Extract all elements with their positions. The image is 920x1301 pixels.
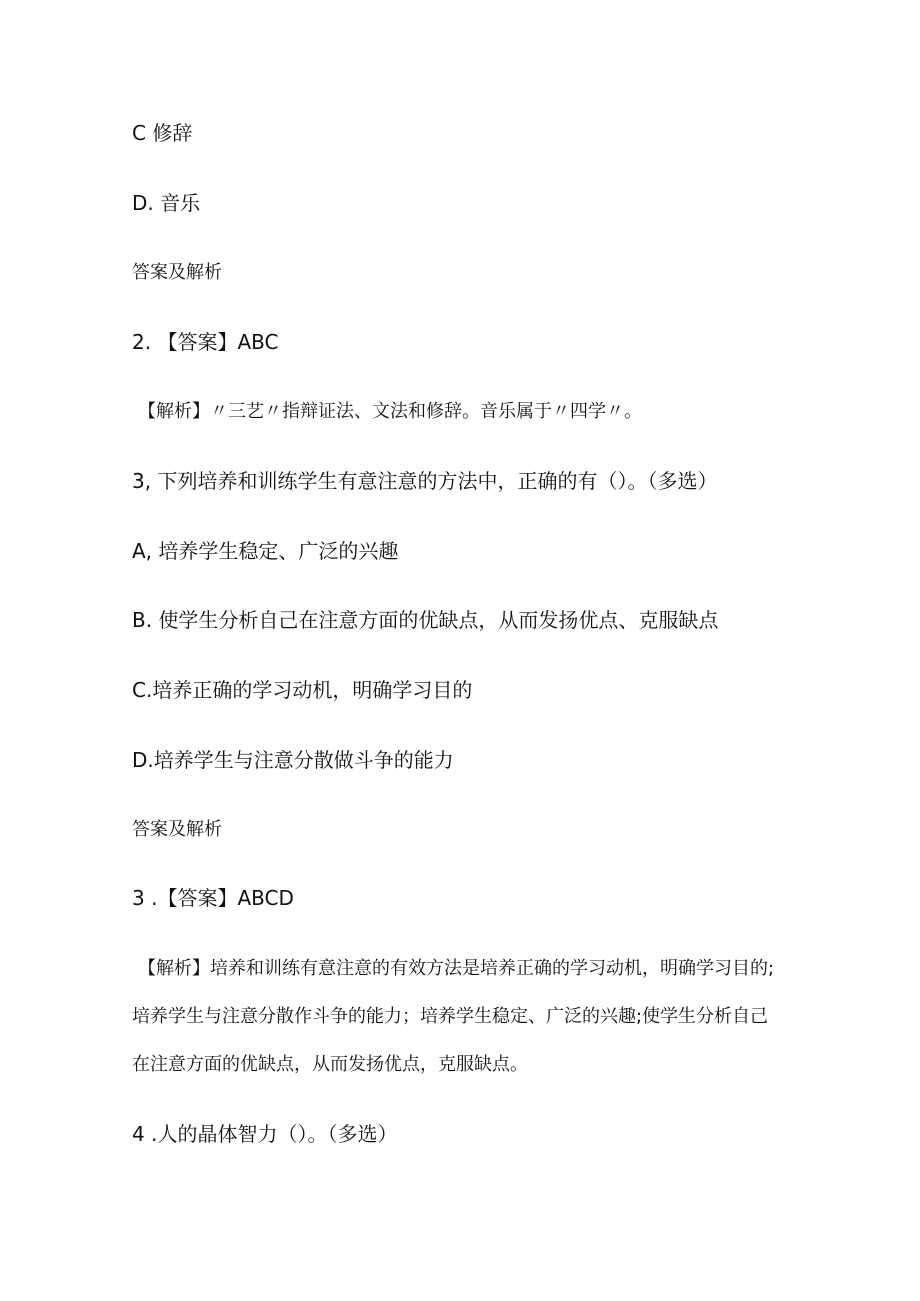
explanation-3-line-3: 在注意方面的优缺点，从而发扬优点，克服缺点。 [132,1054,528,1075]
explanation-2: 【解析】〃三艺〃指辩证法、文法和修辞。音乐属于〃四学〃。 [138,401,642,422]
answer-heading-1: 答案及解析 [132,262,222,283]
question-3-option-c: C.培养正确的学习动机，明确学习目的 [132,678,473,702]
option-d-text: D. 音乐 [132,191,201,215]
answer-2: 2. 【答案】ABC [132,330,279,354]
answer-heading-2: 答案及解析 [132,819,222,840]
question-3-option-b: B. 使学生分析自己在注意方面的优缺点，从而发扬优点、克服缺点 [132,608,719,632]
question-3-option-d: D.培养学生与注意分散做斗争的能力 [132,748,454,772]
answer-3: 3 .【答案】ABCD [132,886,294,910]
question-4: 4 .人的晶体智力（）。（多选） [132,1122,398,1146]
question-3: 3, 下列培养和训练学生有意注意的方法中，正确的有（）。（多选） [132,469,718,493]
question-3-option-a: A, 培养学生稳定、广泛的兴趣 [132,539,399,563]
option-c-text: C 修辞 [132,121,193,145]
explanation-3-line-2: 培养学生与注意分散作斗争的能力；培养学生稳定、广泛的兴趣;使学生分析自己 [132,1006,769,1027]
explanation-3-line-1: 【解析】培养和训练有意注意的有效方法是培养正确的学习动机，明确学习目的; [138,958,775,979]
